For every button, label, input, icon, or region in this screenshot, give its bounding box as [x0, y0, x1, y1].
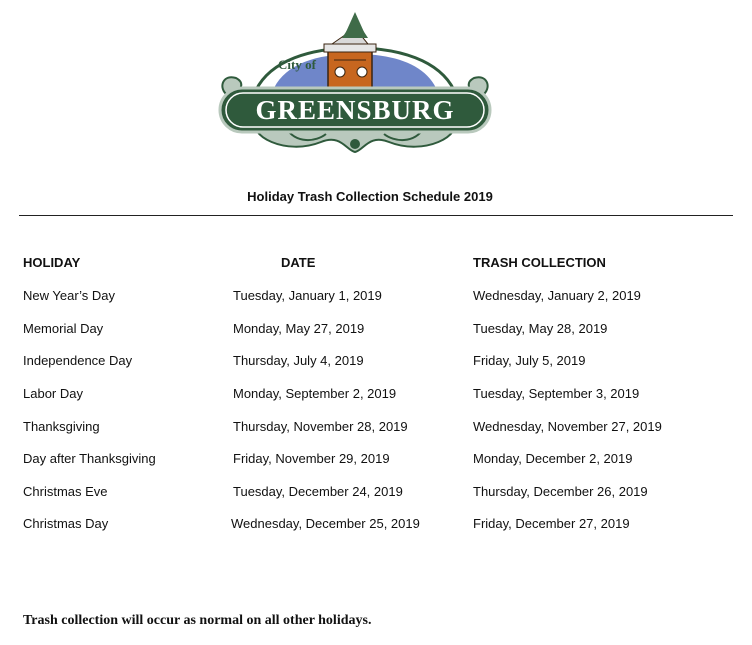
date-cell: Monday, September 2, 2019 [233, 386, 397, 401]
table-row [0, 321, 752, 341]
table-row [0, 288, 752, 308]
city-of-greensburg-logo [216, 10, 494, 156]
document-title: Holiday Trash Collection Schedule 2019 [247, 189, 493, 204]
holiday-cell: New Year’s Day [23, 288, 116, 303]
table-row [0, 386, 752, 406]
logo-graphic [216, 10, 494, 156]
title-divider [19, 215, 733, 216]
logo-city-of-text: City of [278, 57, 316, 72]
table-row [0, 484, 752, 504]
column-header-trash-collection: TRASH COLLECTION [473, 255, 606, 270]
holiday-cell: Labor Day [23, 386, 83, 401]
date-cell: Thursday, July 4, 2019 [233, 353, 364, 368]
trash-collection-cell: Wednesday, January 2, 2019 [473, 288, 641, 303]
holiday-cell: Memorial Day [23, 321, 104, 336]
holiday-cell: Day after Thanksgiving [23, 451, 156, 466]
footer-note: Trash collection will occur as normal on all other holidays. [23, 613, 372, 628]
holiday-cell: Christmas Eve [23, 484, 108, 499]
trash-collection-cell: Monday, December 2, 2019 [473, 451, 633, 466]
table-row [0, 451, 752, 471]
trash-collection-cell: Tuesday, September 3, 2019 [473, 386, 640, 401]
date-cell: Friday, November 29, 2019 [233, 451, 390, 466]
logo-name-text: GREENSBURG [255, 95, 455, 125]
date-cell: Wednesday, December 25, 2019 [231, 516, 420, 531]
trash-collection-cell: Thursday, December 26, 2019 [473, 484, 648, 499]
trash-collection-cell: Friday, July 5, 2019 [473, 353, 586, 368]
holiday-cell: Thanksgiving [23, 419, 100, 434]
trash-collection-cell: Wednesday, November 27, 2019 [473, 419, 662, 434]
table-row [0, 516, 752, 536]
column-header-holiday: HOLIDAY [23, 255, 81, 270]
date-cell: Tuesday, January 1, 2019 [233, 288, 382, 303]
trash-collection-cell: Tuesday, May 28, 2019 [473, 321, 608, 336]
column-header-date: DATE [281, 255, 316, 270]
trash-collection-cell: Friday, December 27, 2019 [473, 516, 630, 531]
date-cell: Thursday, November 28, 2019 [233, 419, 408, 434]
table-row [0, 419, 752, 439]
date-cell: Monday, May 27, 2019 [233, 321, 365, 336]
holiday-cell: Christmas Day [23, 516, 109, 531]
holiday-cell: Independence Day [23, 353, 133, 368]
table-row [0, 353, 752, 373]
date-cell: Tuesday, December 24, 2019 [233, 484, 403, 499]
